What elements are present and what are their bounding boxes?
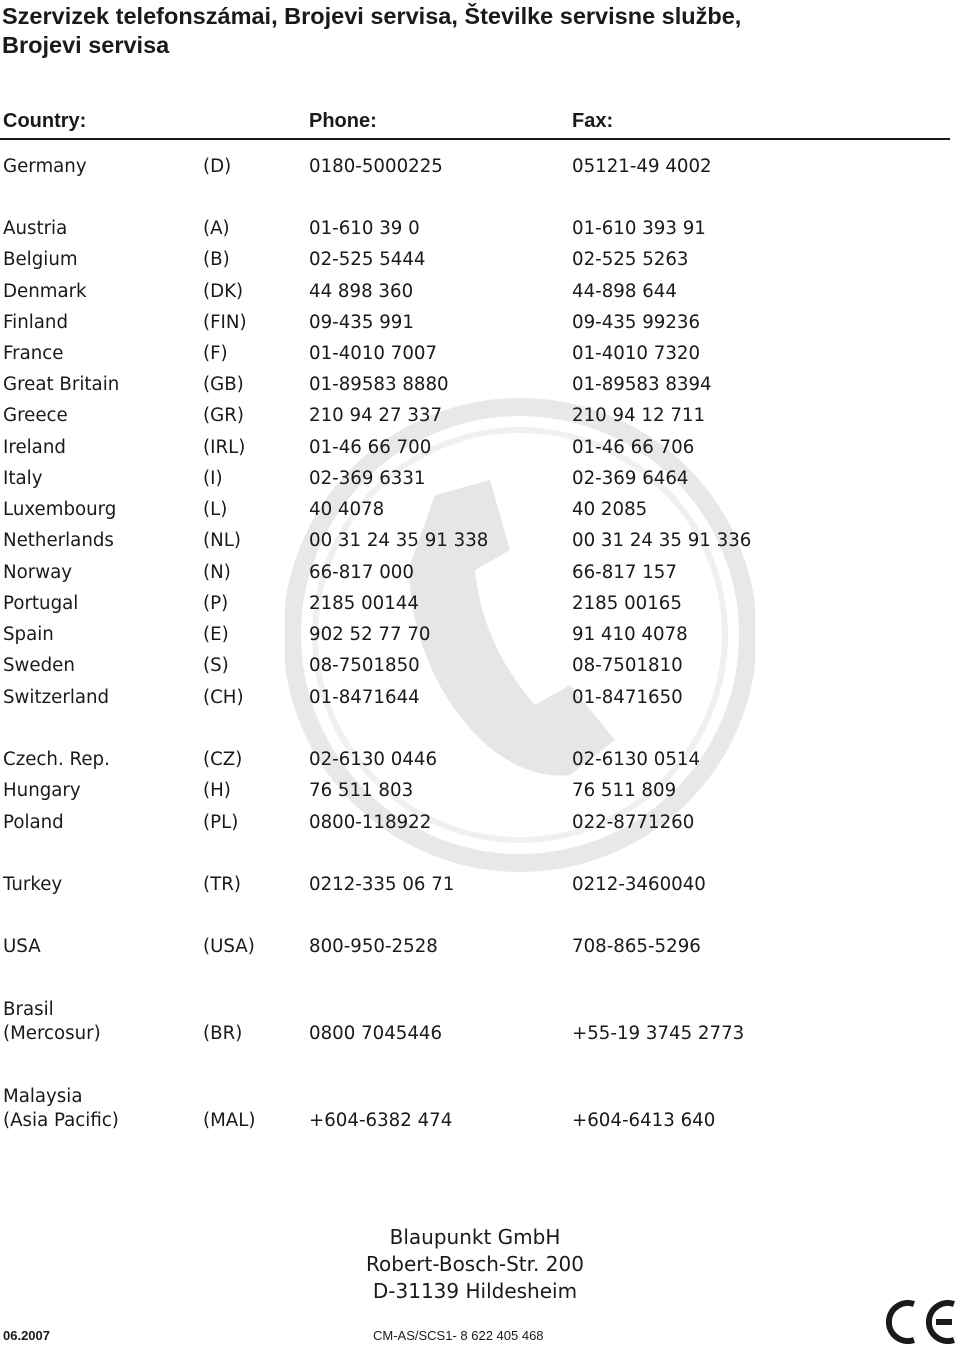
phone-number: 210 94 27 337 — [309, 405, 443, 426]
phone-number: 01-4010 7007 — [309, 343, 438, 364]
phone-number: 66-817 000 — [309, 562, 414, 583]
country-name: Turkey — [3, 874, 63, 895]
table-row — [0, 779, 950, 810]
print-date: 06.2007 — [3, 1328, 50, 1343]
fax-number: 00 31 24 35 91 336 — [572, 530, 752, 551]
company-name: Blaupunkt GmbH — [389, 1225, 561, 1249]
country-code: (GB) — [203, 374, 244, 395]
table-row — [0, 436, 950, 467]
fax-number: 2185 00165 — [572, 593, 682, 614]
fax-number: 210 94 12 711 — [572, 405, 706, 426]
country-code: (N) — [203, 562, 231, 583]
country-code: (CH) — [203, 687, 244, 708]
country-name: Ireland — [3, 437, 66, 458]
table-row — [0, 373, 950, 404]
table-row — [0, 654, 950, 685]
phone-number: 0180-5000225 — [309, 156, 443, 177]
phone-number: 0212-335 06 71 — [309, 874, 455, 895]
country-name: Belgium — [3, 249, 78, 270]
header-phone: Phone: — [309, 110, 377, 132]
fax-number: 0212-3460040 — [572, 874, 706, 895]
country-region: (Mercosur) — [3, 1023, 101, 1044]
table-row — [0, 592, 950, 623]
table-row — [0, 811, 950, 842]
country-name: Germany — [3, 156, 87, 177]
table-row — [0, 498, 950, 529]
country-name: Poland — [3, 812, 64, 833]
table-row — [0, 529, 950, 560]
company-street: Robert-Bosch-Str. 200 — [366, 1252, 584, 1276]
fax-number: 02-369 6464 — [572, 468, 689, 489]
country-name: France — [3, 343, 64, 364]
document-code: CM-AS/SCS1- 8 622 405 468 — [373, 1328, 544, 1343]
country-name: Norway — [3, 562, 72, 583]
fax-number: 022-8771260 — [572, 812, 695, 833]
fax-number: 05121-49 4002 — [572, 156, 712, 177]
header-fax: Fax: — [572, 110, 614, 132]
country-name: Malaysia — [3, 1086, 83, 1107]
page-title — [2, 2, 942, 60]
fax-number: 01-89583 8394 — [572, 374, 712, 395]
table-row — [0, 467, 950, 498]
fax-number: 66-817 157 — [572, 562, 677, 583]
country-name: Portugal — [3, 593, 79, 614]
country-code: (GR) — [203, 405, 244, 426]
country-code: (USA) — [203, 936, 255, 957]
table-row — [0, 561, 950, 592]
country-code: (MAL) — [203, 1110, 256, 1131]
table-row — [0, 248, 950, 279]
country-code: (F) — [203, 343, 228, 364]
table-row — [0, 873, 950, 904]
country-code: (B) — [203, 249, 230, 270]
phone-number: 08-7501850 — [309, 655, 420, 676]
phone-number: 76 511 803 — [309, 780, 414, 801]
company-address — [325, 1224, 625, 1305]
table-header — [0, 108, 950, 140]
country-code: (IRL) — [203, 437, 246, 458]
phone-number: 0800-118922 — [309, 812, 432, 833]
country-code: (P) — [203, 593, 229, 614]
title-line-2: Brojevi servisa — [2, 32, 170, 58]
country-name: Italy — [3, 468, 43, 489]
country-code: (TR) — [203, 874, 241, 895]
fax-number: +604-6413 640 — [572, 1110, 716, 1131]
company-city: D-31139 Hildesheim — [372, 1279, 578, 1303]
phone-number: 02-525 5444 — [309, 249, 426, 270]
country-code: (D) — [203, 156, 232, 177]
country-name: Sweden — [3, 655, 75, 676]
table-row — [0, 998, 950, 1050]
country-code: (I) — [203, 468, 223, 489]
country-name: Austria — [3, 218, 68, 239]
fax-number: 08-7501810 — [572, 655, 683, 676]
country-code: (S) — [203, 655, 229, 676]
ce-mark-icon — [880, 1300, 958, 1344]
fax-number: 44-898 644 — [572, 281, 677, 302]
country-name: Brasil — [3, 999, 54, 1020]
table-row — [0, 280, 950, 311]
phone-number: 02-6130 0446 — [309, 749, 438, 770]
phone-number: 09-435 991 — [309, 312, 414, 333]
country-name: Czech. Rep. — [3, 749, 110, 770]
fax-number: 02-6130 0514 — [572, 749, 701, 770]
country-code: (A) — [203, 218, 230, 239]
phone-number: 902 52 77 70 — [309, 624, 431, 645]
country-region: (Asia Pacific) — [3, 1110, 119, 1131]
phone-number: 01-610 39 0 — [309, 218, 420, 239]
fax-number: +55-19 3745 2773 — [572, 1023, 745, 1044]
title-line-1: Szervizek telefonszámai, Brojevi servisa, Številke servisne službe, — [2, 3, 742, 29]
fax-number: 40 2085 — [572, 499, 648, 520]
header-country: Country: — [3, 110, 87, 132]
table-row — [0, 748, 950, 779]
table-row — [0, 686, 950, 717]
table-row — [0, 1085, 950, 1137]
country-code: (DK) — [203, 281, 244, 302]
phone-number: 01-89583 8880 — [309, 374, 449, 395]
fax-number: 708-865-5296 — [572, 936, 701, 957]
fax-number: 01-8471650 — [572, 687, 683, 708]
fax-number: 01-4010 7320 — [572, 343, 701, 364]
country-code: (NL) — [203, 530, 241, 551]
table-row — [0, 342, 950, 373]
fax-number: 01-46 66 706 — [572, 437, 695, 458]
country-code: (CZ) — [203, 749, 243, 770]
phone-number: 800-950-2528 — [309, 936, 438, 957]
country-code: (E) — [203, 624, 229, 645]
phone-number: 02-369 6331 — [309, 468, 426, 489]
country-name: Spain — [3, 624, 54, 645]
phone-number: 2185 00144 — [309, 593, 419, 614]
table-row — [0, 623, 950, 654]
country-name: Hungary — [3, 780, 81, 801]
fax-number: 76 511 809 — [572, 780, 677, 801]
table-row — [0, 311, 950, 342]
phone-number: 40 4078 — [309, 499, 385, 520]
country-name: Luxembourg — [3, 499, 117, 520]
country-name: Switzerland — [3, 687, 110, 708]
phone-number: 0800 7045446 — [309, 1023, 443, 1044]
country-name: USA — [3, 936, 41, 957]
country-name: Greece — [3, 405, 68, 426]
table-row — [0, 155, 950, 186]
fax-number: 91 410 4078 — [572, 624, 688, 645]
table-row — [0, 935, 950, 966]
phone-number: 00 31 24 35 91 338 — [309, 530, 489, 551]
table-row — [0, 217, 950, 248]
country-code: (H) — [203, 780, 231, 801]
phone-number: 01-8471644 — [309, 687, 420, 708]
country-code: (FIN) — [203, 312, 247, 333]
country-name: Great Britain — [3, 374, 120, 395]
country-name: Netherlands — [3, 530, 114, 551]
country-code: (PL) — [203, 812, 239, 833]
country-name: Finland — [3, 312, 68, 333]
phone-number: 01-46 66 700 — [309, 437, 432, 458]
country-name: Denmark — [3, 281, 87, 302]
phone-number: +604-6382 474 — [309, 1110, 453, 1131]
table-row — [0, 404, 950, 435]
country-code: (L) — [203, 499, 228, 520]
fax-number: 01-610 393 91 — [572, 218, 706, 239]
country-code: (BR) — [203, 1023, 243, 1044]
phone-number: 44 898 360 — [309, 281, 414, 302]
fax-number: 09-435 99236 — [572, 312, 701, 333]
fax-number: 02-525 5263 — [572, 249, 689, 270]
